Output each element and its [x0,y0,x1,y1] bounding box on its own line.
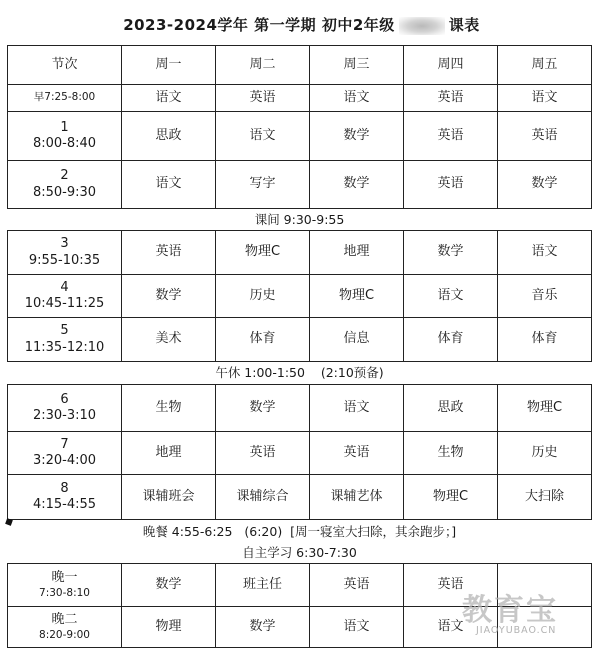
schedule-cell: 班主任 [216,564,310,607]
period-number: 3 [60,236,69,252]
watermark-url: JIAOYUBAO.CN [476,625,557,636]
period-time: 3:20-4:00 [32,453,97,468]
table-row [8,432,592,475]
header-tuesday: 周二 [216,46,310,85]
schedule-cell: 历史 [216,275,310,318]
schedule-cell: 数学 [216,385,310,432]
period-number: 4 [60,279,69,295]
period-number: 7 [60,436,69,452]
schedule-cell: 数学 [122,564,216,607]
period-cell [8,475,122,520]
schedule-cell: 写字 [216,161,310,209]
header-friday: 周五 [498,46,592,85]
period-time: 11:35-12:10 [24,339,105,355]
period-number: 晚一 [51,570,78,586]
dinner-break-note: (6:20) [244,523,283,539]
schedule-cell: 语文 [122,85,216,112]
period-cell [8,385,122,432]
schedule-cell: 数学 [310,112,404,161]
schedule-cell: 英语 [498,112,592,161]
period-cell [8,161,122,209]
period-number: 1 [60,119,69,135]
class-schedule-table [7,45,592,648]
schedule-cell: 音乐 [498,275,592,318]
schedule-cell: 数学 [498,161,592,209]
schedule-cell: 地理 [122,432,216,475]
period-time: 8:20-9:00 [39,628,90,641]
schedule-cell: 课辅综合 [216,475,310,520]
schedule-cell: 数学 [310,161,404,209]
period-cell [8,275,122,318]
period-time: 8:00-8:40 [32,136,97,151]
period-number: 2 [60,168,69,184]
title-suffix: 课表 [448,16,480,34]
table-row [8,161,592,209]
schedule-cell: 体育 [216,318,310,362]
dinner-break [8,520,592,544]
schedule-cell: 英语 [310,432,404,475]
table-row [8,231,592,275]
schedule-cell: 课辅班会 [122,475,216,520]
period-time: 8:50-9:30 [32,184,97,200]
schedule-cell: 英语 [122,231,216,275]
break-row [8,362,592,385]
schedule-cell: 体育 [404,318,498,362]
header-row [8,46,592,85]
period-number: 8 [60,480,69,496]
schedule-cell: 数学 [404,231,498,275]
watermark-logo-text: 教育宝 [462,593,558,628]
schedule-cell: 语文 [310,85,404,112]
schedule-cell: 语文 [404,275,498,318]
schedule-cell: 英语 [404,161,498,209]
schedule-cell: 生物 [404,432,498,475]
header-period: 节次 [8,46,122,85]
recess-break: 课间 9:30-9:55 [8,209,592,231]
table-row [8,275,592,318]
schedule-cell: 语文 [122,161,216,209]
redacted-class-name [399,17,445,35]
title-text: 2023-2024学年 第一学期 初中2年级 [123,16,395,34]
schedule-cell: 语文 [216,112,310,161]
schedule-cell: 体育 [498,318,592,362]
table-row [8,112,592,161]
period-number: 6 [60,391,69,407]
schedule-cell [498,607,592,648]
noon-break-label: 午休 1:00-1:50 [215,365,305,381]
noon-break-note: (2:10预备) [320,365,384,381]
header-monday: 周一 [122,46,216,85]
schedule-cell: 信息 [310,318,404,362]
schedule-cell: 数学 [122,275,216,318]
table-row [8,607,592,648]
schedule-cell: 英语 [404,112,498,161]
period-cell [8,112,122,161]
table-row [8,385,592,432]
schedule-cell: 英语 [216,85,310,112]
table-row [8,475,592,520]
period-cell [8,318,122,362]
schedule-cell: 美术 [122,318,216,362]
period-time: 10:45-11:25 [24,296,105,311]
schedule-cell: 物理C [216,231,310,275]
break-row [8,209,592,231]
schedule-cell: 大扫除 [498,475,592,520]
noon-break [8,362,592,385]
header-wednesday: 周三 [310,46,404,85]
schedule-cell: 英语 [310,564,404,607]
period-morning-label: 早7:25-8:00 [8,85,122,112]
schedule-cell: 生物 [122,385,216,432]
period-time: 9:55-10:35 [28,252,101,268]
period-time: 4:15-4:55 [32,497,97,512]
schedule-cell: 地理 [310,231,404,275]
schedule-cell: 英语 [404,85,498,112]
schedule-cell [498,564,592,607]
break-row [8,544,592,564]
period-time: 2:30-3:10 [32,408,97,423]
dinner-break-label: 晚餐 4:55-6:25 [142,523,233,539]
schedule-cell: 历史 [498,432,592,475]
period-cell [8,432,122,475]
schedule-cell: 数学 [216,607,310,648]
schedule-cell: 英语 [404,564,498,607]
schedule-cell: 语文 [310,607,404,648]
schedule-cell: 思政 [122,112,216,161]
break-row [8,520,592,544]
header-thursday: 周四 [404,46,498,85]
schedule-cell: 语文 [498,85,592,112]
schedule-cell: 思政 [404,385,498,432]
table-row [8,318,592,362]
schedule-cell: 语文 [498,231,592,275]
period-number: 晚二 [51,612,78,628]
period-cell [8,607,122,648]
schedule-cell: 英语 [216,432,310,475]
schedule-cell: 课辅艺体 [310,475,404,520]
schedule-title [0,14,603,35]
schedule-cell: 物理 [122,607,216,648]
table-row [8,85,592,112]
schedule-cell: 物理C [310,275,404,318]
dinner-break-extra: [周一寝室大扫除，其余跑步；] [290,523,457,539]
period-cell [8,231,122,275]
schedule-cell: 物理C [498,385,592,432]
schedule-cell: 语文 [310,385,404,432]
period-number: 5 [60,323,69,339]
period-cell [8,564,122,607]
schedule-cell: 语文 [404,607,498,648]
schedule-cell: 物理C [404,475,498,520]
table-row [8,564,592,607]
self-study-break: 自主学习 6:30-7:30 [8,544,592,564]
period-time: 7:30-8:10 [39,586,90,599]
